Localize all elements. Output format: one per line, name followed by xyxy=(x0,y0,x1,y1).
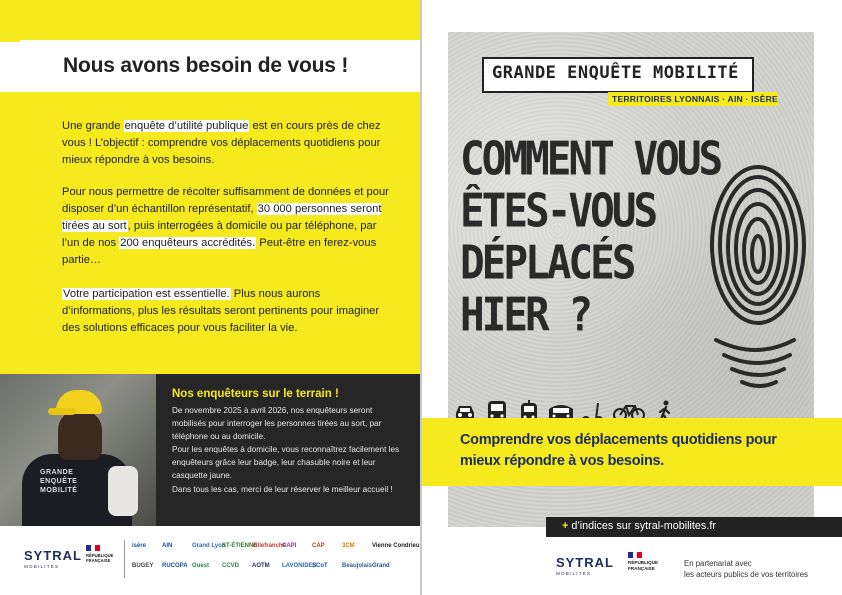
fingerprint-icon xyxy=(696,150,816,400)
intro-paragraph-2 xyxy=(62,184,392,269)
interviewer-photo xyxy=(0,374,156,526)
terrain-paragraph-1: De novembre 2025 à avril 2026, nos enquêteurs seront mobilisés pour interroger les personnes tirées au sort, par téléphone ou au domicile. xyxy=(172,406,382,441)
highlighted-text: Votre participation est essentielle. xyxy=(63,288,230,300)
terrain-paragraph-2: Pour les enquêtes à domicile, vous reconnaîtrez facilement les enquêteurs grâce leur badge, leur chasuble noire et leur casquette jaune. xyxy=(172,445,400,480)
partner-logo: Ouest xyxy=(192,563,210,569)
partner-logo: CCVD xyxy=(222,563,240,569)
footer-divider xyxy=(124,540,125,578)
cap-brim xyxy=(48,408,76,415)
website-text: d’indices sur sytral-mobilites.fr xyxy=(571,520,716,532)
sytral-subtitle: MOBILITÉS xyxy=(24,564,60,569)
partner-logo: Grand Lyon xyxy=(192,543,226,549)
french-flag-icon xyxy=(86,545,100,551)
intro-paragraph-1 xyxy=(62,118,392,169)
partnership-note xyxy=(684,558,808,580)
sytral-wordmark: SYTRAL xyxy=(556,555,614,570)
headline-line-4: HIER ? xyxy=(460,288,591,342)
highlighted-text: enquête d’utilité publique xyxy=(124,120,249,132)
paragraph-text: est en cours près de chez vous ! L’objectif : comprendre vos déplacements quotidiens pour mieux répondre à vos besoins. xyxy=(62,120,381,166)
rf-label: RÉPUBLIQUE FRANÇAISE xyxy=(86,553,114,563)
paragraph-text: Une grande xyxy=(62,120,124,132)
partner-logo: CAPI xyxy=(282,543,297,549)
sytral-wordmark: SYTRAL xyxy=(24,548,82,563)
republique-francaise-logo xyxy=(86,545,118,563)
paragraph-text: Peut-être en ferez-vous partie… xyxy=(62,237,377,266)
partner-logo: ST-ÉTIENNE xyxy=(222,543,258,549)
partner-logo: LAVONIDES xyxy=(282,563,317,569)
paragraph-text: , puis interrogées à domicile ou par téléphone, par l’un de nos xyxy=(62,220,377,249)
intro-paragraph-3 xyxy=(62,286,392,337)
sytral-logo xyxy=(556,555,614,576)
partner-logo: Beaujolais xyxy=(342,563,373,569)
territories-label: TERRITOIRES LYONNAIS · AIN · ISÈRE xyxy=(612,94,778,104)
page-title: Nous avons besoin de vous ! xyxy=(63,54,349,77)
survey-title: GRANDE ENQUÊTE MOBILITÉ xyxy=(492,63,739,83)
paragraph-text: Pour nous permettre de récolter suffisamment de données et pour disposer d’un échantillon représentatif, xyxy=(62,186,389,215)
partner-logo: AIN xyxy=(162,543,173,549)
partner-logo: CAP xyxy=(312,543,325,549)
partner-logo: RUCOPA xyxy=(162,563,188,569)
right-panel xyxy=(422,0,842,595)
paragraph-text: Plus nous aurons d’informations, plus les résultats seront pertinents pour imaginer des solutions efficaces pour vous faciliter la vie. xyxy=(62,288,380,334)
headline-line-2: ÊTES-VOUS xyxy=(460,184,656,238)
partner-logo: AOTM xyxy=(252,563,270,569)
partner-line-2: les acteurs publics de vos territoires xyxy=(684,570,808,579)
partner-logo: Vienne Condrieu xyxy=(372,543,420,549)
terrain-paragraph-3: Dans tous les cas, merci de leur réserver le meilleur accueil ! xyxy=(172,485,393,494)
highlighted-text: 200 enquêteurs accrédités. xyxy=(120,237,256,249)
partner-logo: isère xyxy=(132,543,147,549)
partner-logo: Grand xyxy=(372,563,390,569)
partner-logo: 3CM xyxy=(342,543,355,549)
left-panel xyxy=(0,0,420,595)
partner-logo: SCoT xyxy=(312,563,328,569)
french-flag-icon xyxy=(628,552,642,558)
partner-logo: BUGEY xyxy=(132,563,154,569)
website-link[interactable] xyxy=(562,520,716,532)
photo-hair xyxy=(58,410,102,460)
vest-lettering: GRANDE ENQUÊTE MOBILITÉ xyxy=(40,469,78,494)
highlighted-text: 30 000 personnes seront tirées au sort xyxy=(62,203,382,232)
terrain-title: Nos enquêteurs sur le terrain ! xyxy=(172,388,339,400)
headline-line-1: COMMENT VOUS xyxy=(460,132,721,186)
sytral-subtitle: MOBILITÉS xyxy=(556,571,592,576)
sytral-logo xyxy=(24,548,82,569)
headline-line-3: DÉPLACÉS xyxy=(460,236,634,290)
plus-sign: + xyxy=(562,520,569,532)
partner-logo: Villefranche xyxy=(252,543,286,549)
rf-label: RÉPUBLIQUE FRANÇAISE xyxy=(628,560,659,571)
top-yellow-band xyxy=(0,0,420,42)
tagline: Comprendre vos déplacements quotidiens pour mieux répondre à vos besoins. xyxy=(460,432,777,469)
photo-sleeve xyxy=(108,466,138,516)
republique-francaise-logo xyxy=(628,552,664,571)
partner-line-1: En partenariat avec xyxy=(684,559,752,568)
